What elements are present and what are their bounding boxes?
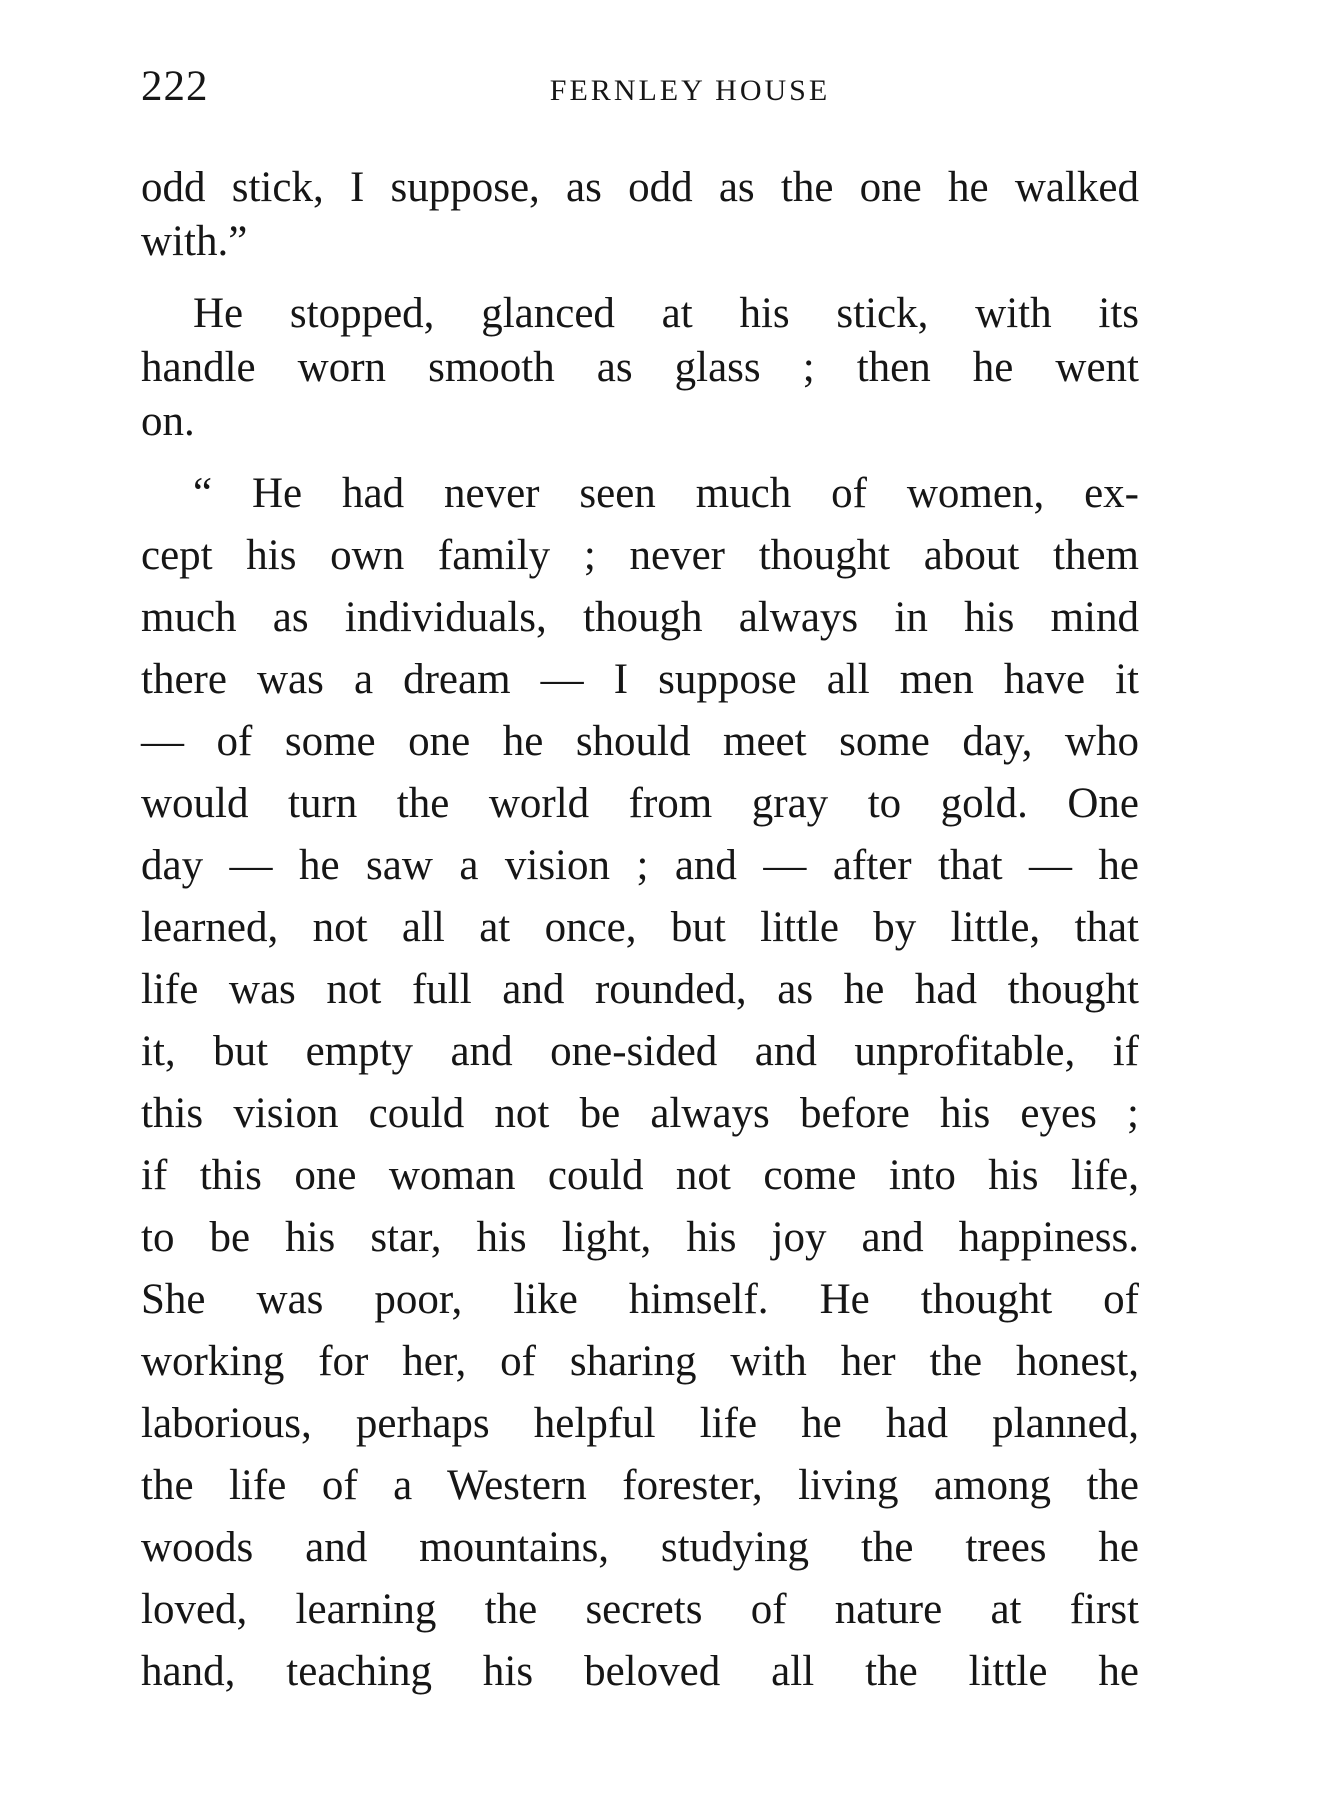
text-line: cept his own family ; never thought about them <box>141 532 1139 579</box>
text-line: this vision could not be always before his eyes ; <box>141 1090 1139 1137</box>
page-number: 222 <box>141 63 209 110</box>
text-line: the life of a Western forester, living among the <box>141 1462 1139 1509</box>
text-line: if this one woman could not come into his life, <box>141 1152 1139 1199</box>
text-line: handle worn smooth as glass ; then he went <box>141 344 1139 391</box>
text-line: day — he saw a vision ; and — after that — he <box>141 842 1139 889</box>
text-line: woods and mountains, studying the trees he <box>141 1524 1139 1571</box>
text-line: with.” <box>141 218 248 265</box>
text-line: to be his star, his light, his joy and happiness. <box>141 1214 1139 1261</box>
text-line: learned, not all at once, but little by little, that <box>141 904 1139 951</box>
text-line: would turn the world from gray to gold. One <box>141 780 1139 827</box>
text-line: life was not full and rounded, as he had thought <box>141 966 1139 1013</box>
text-line: it, but empty and one-sided and unprofitable, if <box>141 1028 1139 1075</box>
running-title: FERNLEY HOUSE <box>549 74 831 107</box>
text-line: hand, teaching his beloved all the little he <box>141 1648 1139 1695</box>
text-line: there was a dream — I suppose all men have it <box>141 656 1139 703</box>
text-line: working for her, of sharing with her the honest, <box>141 1338 1139 1385</box>
text-line: on. <box>141 398 195 445</box>
text-line: — of some one he should meet some day, who <box>141 718 1139 765</box>
text-line: much as individuals, though always in his mind <box>141 594 1139 641</box>
text-line: loved, learning the secrets of nature at first <box>141 1586 1139 1633</box>
text-line: She was poor, like himself. He thought of <box>141 1276 1139 1323</box>
text-line: odd stick, I suppose, as odd as the one he walked <box>141 164 1139 211</box>
text-line: He stopped, glanced at his stick, with its <box>193 290 1139 337</box>
text-line: “ He had never seen much of women, ex- <box>193 470 1139 517</box>
text-line: laborious, perhaps helpful life he had planned, <box>141 1400 1139 1447</box>
